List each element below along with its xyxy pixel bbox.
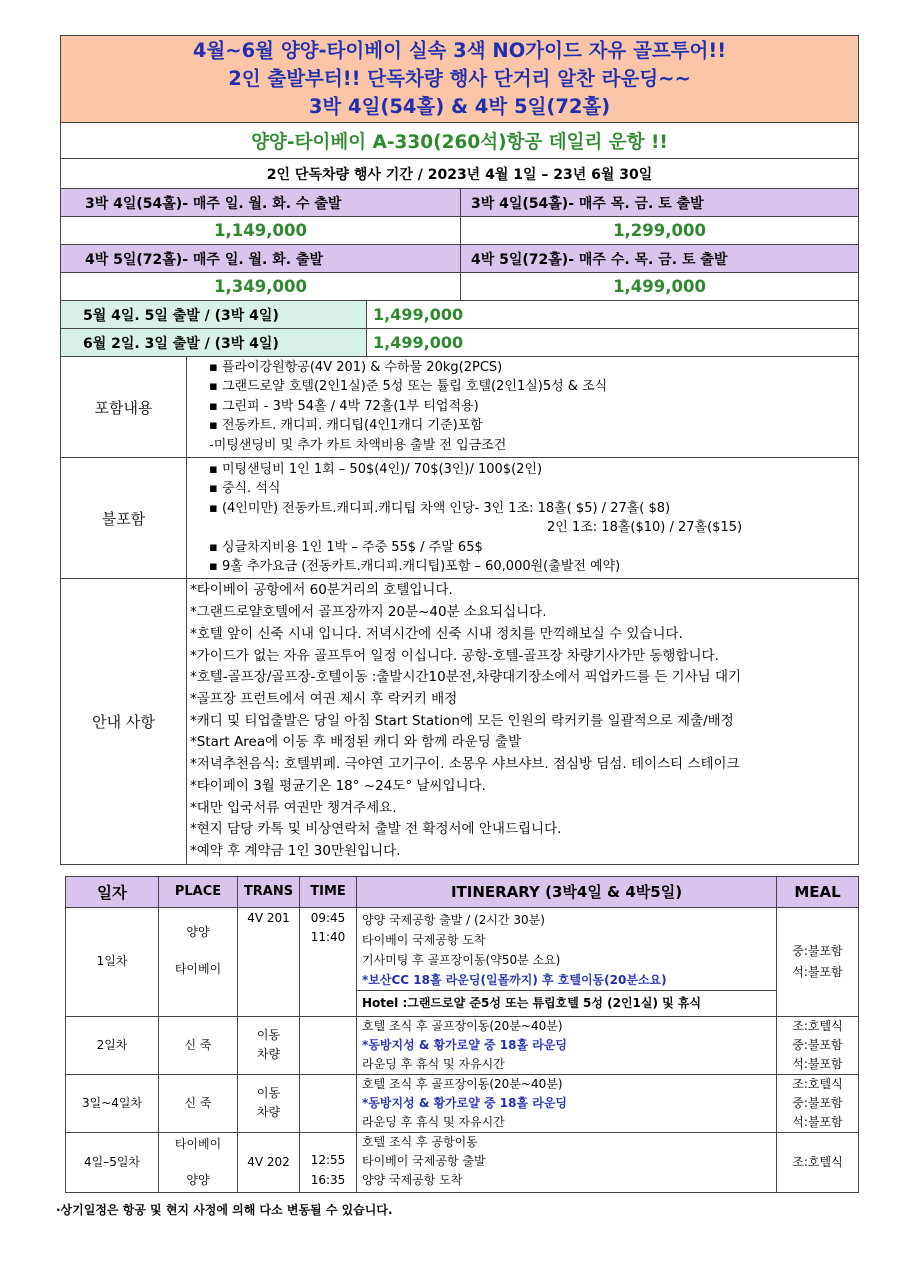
itinerary-line: 타이베이 국제공항 도착 bbox=[362, 932, 486, 947]
itinerary-line: 양양 국제공항 출발 / (2시간 30분) bbox=[362, 912, 545, 927]
tour-info-table bbox=[60, 35, 859, 865]
meal-text: 중:불포함 bbox=[792, 943, 843, 958]
package-price-3: 1,349,000 bbox=[61, 273, 461, 301]
header-meal: MEAL bbox=[777, 876, 859, 907]
place-text: 타이베이 bbox=[174, 961, 222, 976]
time-cell bbox=[300, 907, 357, 1016]
place-cell: 신 죽 bbox=[159, 1016, 238, 1074]
itinerary-cell bbox=[357, 1132, 777, 1192]
trans-cell: 4V 202 bbox=[238, 1132, 300, 1192]
header-itinerary: ITINERARY (3박4일 & 4박5일) bbox=[357, 876, 777, 907]
included-label: 포함내용 bbox=[61, 357, 187, 458]
day-cell: 2일차 bbox=[66, 1016, 159, 1074]
trans-cell bbox=[238, 1074, 300, 1132]
notice-item: *타이베이 공항에서 60분거리의 호텔입니다. bbox=[190, 582, 453, 599]
notice-item: *호텔-골프장/골프장-호텔이동 :출발시간10분전,차량대기장소에서 픽업카드를 든 기사님 대기 bbox=[190, 669, 742, 686]
package-price-4: 1,499,000 bbox=[461, 273, 859, 301]
meal-text: 석:불포함 bbox=[792, 964, 843, 979]
time-text: 12:55 bbox=[310, 1152, 346, 1167]
header-trans: TRANS bbox=[238, 876, 300, 907]
special-price-2: 1,499,000 bbox=[367, 329, 859, 357]
notice-item: *골프장 프런트에서 여권 제시 후 락커키 배정 bbox=[190, 690, 458, 707]
package-label-3: 4박 5일(72홀)- 매주 일. 월. 화. 출발 bbox=[61, 245, 461, 273]
notice-item: *저녁추천음식: 호텔뷔페. 극야연 고기구이. 소몽우 샤브샤브. 점심방 딤섬. 테이스티 스테이크 bbox=[190, 756, 740, 773]
title-line-2: 2인 출발부터!! 단독차량 행사 단거리 알찬 라운딩~~ bbox=[228, 67, 691, 90]
day-cell: 4일–5일차 bbox=[66, 1132, 159, 1192]
meal-text: 중:불포함 bbox=[792, 1037, 843, 1052]
excluded-item: ▪ 미팅샌딩비 1인 1회 – 50$(4인)/ 70$(3인)/ 100$(2인) bbox=[209, 462, 543, 478]
notice-item: *예약 후 계약금 1인 30만원입니다. bbox=[190, 842, 401, 859]
place-cell: 신 죽 bbox=[159, 1074, 238, 1132]
itinerary-line: 호텔 조식 후 골프장이동(20분~40분) bbox=[362, 1076, 563, 1091]
itinerary-line: 라운딩 후 휴식 및 자유시간 bbox=[362, 1114, 505, 1129]
excluded-item: ▪ (4인미만) 전동카트.캐디피.캐디팁 차액 인당- 3인 1조: 18홀( $5) / 27홀( $8) bbox=[209, 500, 671, 516]
notice-item: *대만 입국서류 여권만 챙겨주세요. bbox=[190, 799, 397, 816]
package-price-2: 1,299,000 bbox=[461, 217, 859, 245]
excluded-item: 2인 1조: 18홀($10) / 27홀($15) bbox=[547, 520, 743, 536]
itinerary-table bbox=[65, 876, 859, 1193]
day-cell: 3일~4일차 bbox=[66, 1074, 159, 1132]
package-label-1: 3박 4일(54홀)- 매주 일. 월. 화. 수 출발 bbox=[61, 189, 461, 217]
title-banner bbox=[61, 36, 859, 123]
meal-text: 조:호텔식 bbox=[792, 1076, 843, 1091]
special-label-2: 6월 2일. 3일 출발 / (3박 4일) bbox=[61, 329, 367, 357]
place-text: 타이베이 bbox=[174, 1137, 222, 1152]
meal-text: 석:불포함 bbox=[792, 1114, 843, 1129]
package-label-2: 3박 4일(54홀)- 매주 목. 금. 토 출발 bbox=[461, 189, 859, 217]
itinerary-cell bbox=[357, 907, 777, 1016]
place-text: 양양 bbox=[186, 1173, 210, 1188]
title-line-1: 4월~6월 양양-타이베이 실속 3색 NO가이드 자유 골프투어!! bbox=[192, 39, 727, 62]
package-price-1: 1,149,000 bbox=[61, 217, 461, 245]
package-label-4: 4박 5일(72홀)- 매주 수. 목. 금. 토 출발 bbox=[461, 245, 859, 273]
itinerary-cell bbox=[357, 1074, 777, 1132]
place-cell bbox=[159, 907, 238, 1016]
included-item: ▪ 그린피 - 3박 54홀 / 4박 72홀(1부 티업적용) bbox=[209, 398, 479, 414]
trans-cell: 4V 201 bbox=[238, 907, 300, 1016]
footnote: ·상기일정은 항공 및 현지 사정에 의해 다소 변동될 수 있습니다. bbox=[56, 1203, 393, 1217]
notice-item: *그랜드로얄호텔에서 골프장까지 20분~40분 소요되십니다. bbox=[190, 604, 547, 621]
time-text: 11:40 bbox=[310, 929, 346, 944]
flight-banner: 양양-타이베이 A-330(260석)항공 데일리 운항 !! bbox=[61, 123, 859, 159]
meal-text: 중:불포함 bbox=[792, 1095, 843, 1110]
meal-cell bbox=[777, 907, 859, 1016]
special-price-1: 1,499,000 bbox=[367, 301, 859, 329]
itinerary-highlight: *동방지성 & 황가로얄 중 18홀 라운딩 bbox=[362, 1095, 568, 1110]
notice-list bbox=[187, 579, 859, 864]
time-cell bbox=[300, 1132, 357, 1192]
time-cell bbox=[300, 1074, 357, 1132]
notice-item: *현지 담당 카톡 및 비상연락처 출발 전 확정서에 안내드립니다. bbox=[190, 821, 562, 838]
included-list bbox=[187, 357, 859, 458]
excluded-item: ▪ 중식. 석식 bbox=[209, 481, 281, 497]
meal-cell bbox=[777, 1016, 859, 1074]
itinerary-highlight: *동방지성 & 황가로얄 중 18홀 라운딩 bbox=[362, 1037, 568, 1052]
notice-item: *호텔 앞이 신죽 시내 입니다. 저녁시간에 신죽 시내 정치를 만끽해보실 수 있습니다. bbox=[190, 625, 683, 642]
included-item: ▪ 플라이강원항공(4V 201) & 수하물 20kg(2PCS) bbox=[209, 360, 503, 375]
meal-text: 석:불포함 bbox=[792, 1056, 843, 1071]
notice-item: *캐디 및 티업출발은 당일 아침 Start Station에 모든 인원의 락커키를 일괄적으로 제출/배정 bbox=[190, 712, 734, 729]
notice-item: *가이드가 없는 자유 골프투어 일정 이십니다. 공항-호텔-골프장 차량기사가만 동행합니다. bbox=[190, 647, 719, 664]
special-label-1: 5월 4일. 5일 출발 / (3박 4일) bbox=[61, 301, 367, 329]
notice-item: *Start Area에 이동 후 배정된 캐디 와 함께 라운딩 출발 bbox=[190, 734, 522, 751]
meal-text: 조:호텔식 bbox=[792, 1018, 843, 1033]
included-item: -미팅샌딩비 및 추가 카트 차액비용 출발 전 입금조건 bbox=[209, 437, 507, 453]
time-cell bbox=[300, 1016, 357, 1074]
itinerary-line: 기사미팅 후 골프장이동(약50분 소요) bbox=[362, 952, 561, 967]
meal-cell: 조:호텔식 bbox=[777, 1132, 859, 1192]
time-text: 16:35 bbox=[310, 1172, 346, 1187]
place-cell bbox=[159, 1132, 238, 1192]
header-place: PLACE bbox=[159, 876, 238, 907]
meal-cell bbox=[777, 1074, 859, 1132]
included-item: ▪ 전동카트. 캐디피. 캐디팁(4인1캐디 기준)포함 bbox=[209, 418, 483, 434]
itinerary-line: 호텔 조식 후 골프장이동(20분~40분) bbox=[362, 1018, 563, 1033]
excluded-label: 불포함 bbox=[61, 458, 187, 579]
itinerary-line: 라운딩 후 휴식 및 자유시간 bbox=[362, 1056, 505, 1071]
header-time: TIME bbox=[300, 876, 357, 907]
time-text: 09:45 bbox=[310, 910, 346, 925]
excluded-item: ▪ 9홀 추가요금 (전동카트.캐디피.캐디팁)포함 – 60,000원(출발전 예약) bbox=[209, 559, 621, 575]
trans-text: 차량 bbox=[256, 1047, 281, 1062]
day-cell: 1일차 bbox=[66, 907, 159, 1016]
place-text: 양양 bbox=[186, 924, 210, 939]
hotel-line: Hotel :그랜드로얄 준5성 또는 튜립호텔 5성 (2인1실) 및 휴식 bbox=[357, 990, 776, 1016]
excluded-item: ▪ 싱글차지비용 1인 1박 – 주중 55$ / 주말 65$ bbox=[209, 539, 483, 555]
itinerary-line: 타이베이 국제공항 출발 bbox=[362, 1153, 486, 1168]
itinerary-line: 호텔 조식 후 공항이동 bbox=[362, 1134, 478, 1149]
title-line-3: 3박 4일(54홀) & 4박 5일(72홀) bbox=[308, 95, 611, 118]
included-item: ▪ 그랜드로얄 호텔(2인1실)준 5성 또는 튤립 호텔(2인1실)5성 & 조식 bbox=[209, 379, 608, 395]
trans-text: 차량 bbox=[256, 1105, 281, 1120]
trans-text: 이동 bbox=[256, 1086, 281, 1101]
excluded-list bbox=[187, 458, 859, 579]
trans-text: 이동 bbox=[256, 1028, 281, 1043]
itinerary-highlight: *보산CC 18홀 라운딩(일몰까지) 후 호텔이동(20분소요) bbox=[362, 972, 667, 987]
trans-cell bbox=[238, 1016, 300, 1074]
period-banner: 2인 단독차량 행사 기간 / 2023년 4월 1일 – 23년 6월 30일 bbox=[61, 159, 859, 189]
tour-sheet bbox=[60, 35, 858, 1193]
itinerary-cell bbox=[357, 1016, 777, 1074]
itinerary-line: 양양 국제공항 도착 bbox=[362, 1172, 463, 1187]
header-day: 일자 bbox=[66, 876, 159, 907]
notice-item: *타이페이 3월 평균기온 18° ~24도° 날씨입니다. bbox=[190, 777, 486, 794]
notice-label: 안내 사항 bbox=[61, 579, 187, 864]
